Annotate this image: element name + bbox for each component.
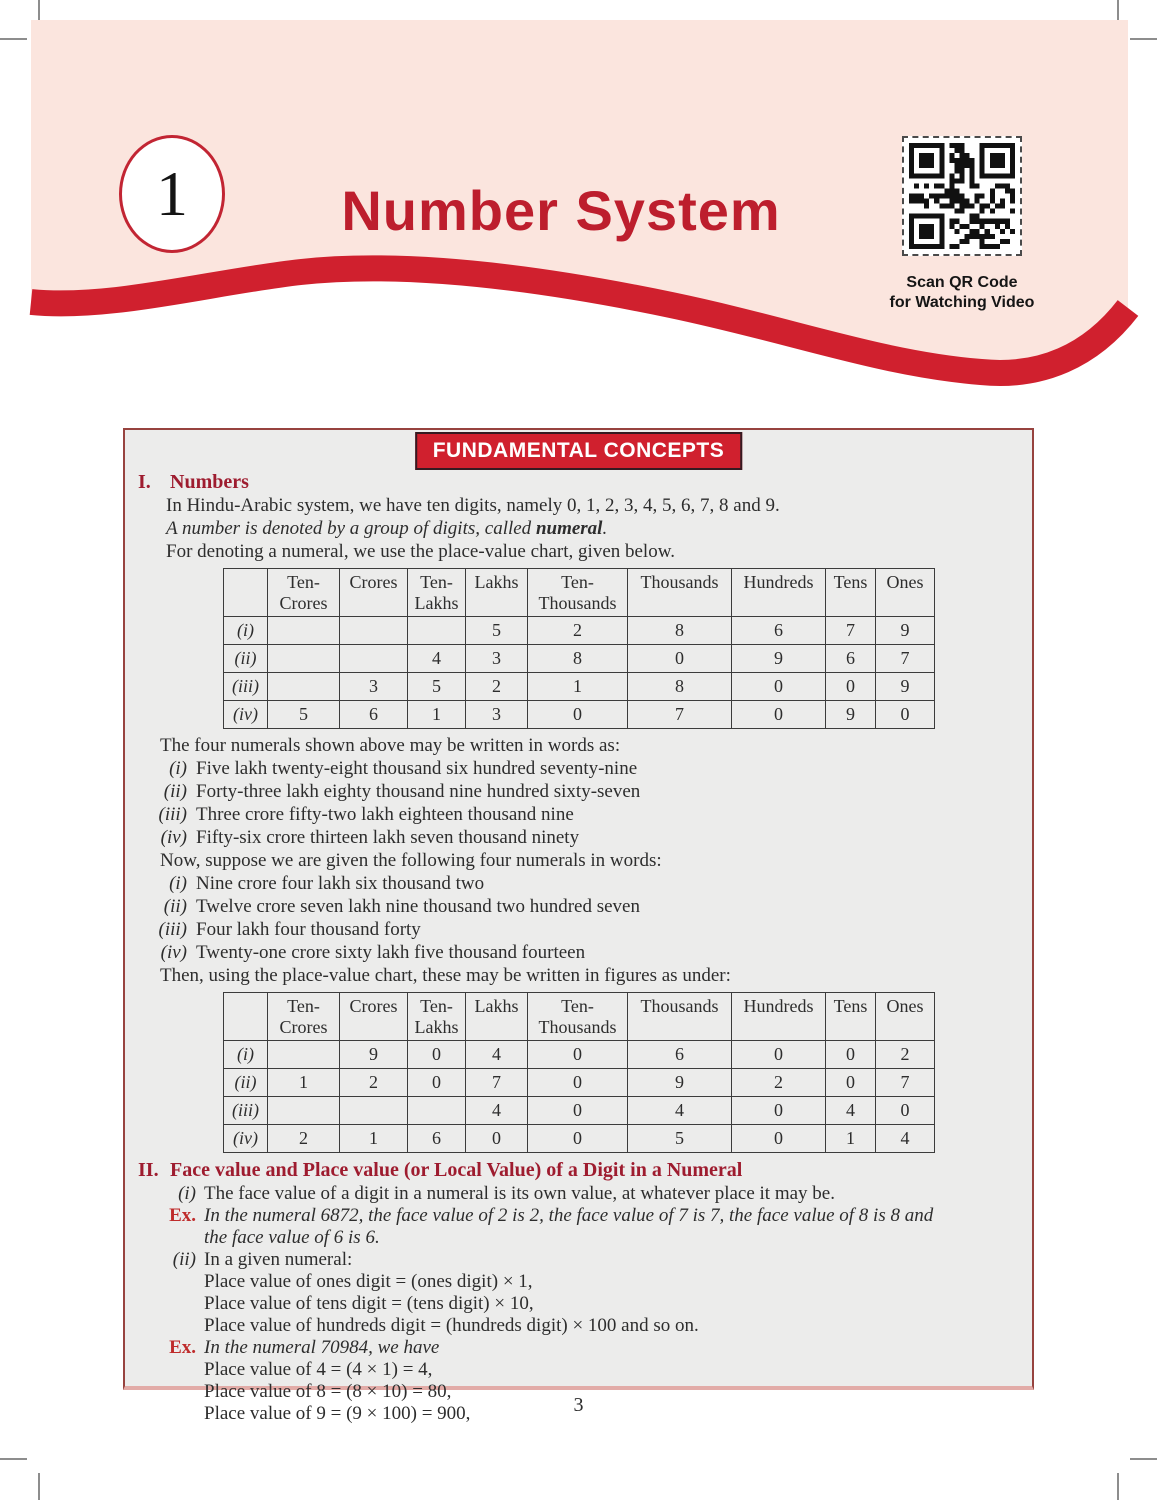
table-header-row [224,569,935,617]
formula-line: Place value of 4 = (4 × 1) = 4, [204,1359,433,1380]
column-header: Thousands [628,993,732,1041]
crop-mark [1130,1458,1157,1460]
list-item: (i) The face value of a digit in a numeral is its own value, at whatever place it may be. [178,1183,835,1204]
column-header: Lakhs [466,993,528,1041]
table-row: (iii) 4 0 4 0 4 0 [224,1097,935,1125]
list-item: (i) Nine crore four lakh six thousand two [169,873,485,894]
paragraph: In Hindu-Arabic system, we have ten digits, namely 0, 1, 2, 3, 4, 5, 6, 7, 8 and 9. [166,495,780,516]
crop-mark [0,38,27,40]
chapter-number: 1 [156,158,188,229]
list-item: (i) Five lakh twenty-eight thousand six hundred seventy-nine [169,758,638,779]
list-item: (iii) Four lakh four thousand forty [158,919,421,940]
column-header: Ten- Thousands [528,569,628,617]
table-row: (ii) 1 2 0 7 0 9 2 0 7 [224,1069,935,1097]
paragraph-text: A number is denoted by a group of digits, called [166,518,536,539]
column-header: Tens [826,993,876,1041]
example-line: Ex. In the numeral 6872, the face value of 2 is 2, the face value of 7 is 7, the face value of 8 is 8 and [169,1205,934,1226]
column-header [224,993,268,1041]
column-header: Crores [340,569,408,617]
section-1-heading [138,470,1023,494]
page-number: 3 [573,1394,584,1416]
qr-caption [852,273,1072,313]
column-header: Ten- Lakhs [408,993,466,1041]
table-row: (iv) 2 1 6 0 0 5 0 1 4 [224,1125,935,1153]
concepts-banner: FUNDAMENTAL CONCEPTS [415,432,743,470]
place-value-table-1 [223,568,935,729]
chapter-title: Number System [341,179,781,242]
column-header: Ten- Crores [268,569,340,617]
section-2-heading [138,1158,1023,1182]
column-header: Ten- Thousands [528,993,628,1041]
formula-line: Place value of ones digit = (ones digit) × 1, [204,1271,533,1292]
paragraph: The four numerals shown above may be written in words as: [160,735,621,756]
column-header: Ten- Lakhs [408,569,466,617]
qr-code-icon [902,136,1022,256]
paragraph: Then, using the place-value chart, these may be written in figures as under: [160,965,731,986]
column-header: Thousands [628,569,732,617]
list-item: (iv) Twenty-one crore sixty lakh five thousand fourteen [160,942,586,963]
paragraph: For denoting a numeral, we use the place-value chart, given below. [166,541,675,562]
list-item: (iii) Three crore fifty-two lakh eighteen thousand nine [158,804,574,825]
column-header: Tens [826,569,876,617]
table-row: (i) 5 2 8 6 7 9 [224,617,935,645]
table-header-row [224,993,935,1041]
example-line: Ex. In the numeral 70984, we have [169,1337,440,1358]
section-1-number: I. [138,471,151,493]
crop-mark [1117,1473,1119,1500]
fundamental-concepts-box [123,428,1034,1424]
section-1-title: Numbers [170,471,249,493]
paragraph [166,517,1023,540]
column-header: Hundreds [732,569,826,617]
list-item: (ii) Forty-three lakh eighty thousand nine hundred sixty-seven [163,781,641,802]
qr-caption-line1: Scan QR Code [906,274,1018,291]
formula-line: Place value of 9 = (9 × 100) = 900, [204,1403,471,1424]
formula-line: Place value of hundreds digit = (hundreds digit) × 100 and so on. [204,1315,699,1336]
paragraph: Now, suppose we are given the following four numerals in words: [160,850,662,871]
crop-mark [1130,38,1157,40]
table-row: (ii) 4 3 8 0 9 6 7 [224,645,935,673]
chapter-header [31,20,1128,408]
column-header: Hundreds [732,993,826,1041]
column-header: Lakhs [466,569,528,617]
column-header: Ten- Crores [268,993,340,1041]
crop-mark [0,1458,27,1460]
column-header [224,569,268,617]
crop-mark [38,1473,40,1500]
formula-line: Place value of 8 = (8 × 10) = 80, [204,1381,452,1402]
section-2 [138,1158,1023,1425]
concepts-content [125,430,1032,1425]
table-row: (iv) 5 6 1 3 0 7 0 9 0 [224,701,935,729]
list-item: (ii) Twelve crore seven lakh nine thousand two hundred seven [163,896,640,917]
list-item: (iv) Fifty-six crore thirteen lakh seven thousand ninety [160,827,580,848]
column-header: Ones [876,993,935,1041]
column-header: Crores [340,993,408,1041]
example-line: the face value of 6 is 6. [204,1227,380,1248]
place-value-table-2 [223,992,935,1153]
emphasized-term: numeral [535,518,603,539]
chapter-number-badge [119,135,225,253]
paragraph-text: . [602,518,608,539]
qr-caption-line2: for Watching Video [889,294,1035,311]
section-2-title: Face value and Place value (or Local Value) of a Digit in a Numeral [170,1159,743,1181]
formula-line: Place value of tens digit = (tens digit) × 10, [204,1293,534,1314]
table-row: (i) 9 0 4 0 6 0 0 2 [224,1041,935,1069]
section-2-number: II. [138,1159,159,1181]
list-item: (ii) In a given numeral: [172,1249,353,1270]
table-row: (iii) 3 5 2 1 8 0 0 9 [224,673,935,701]
column-header: Ones [876,569,935,617]
